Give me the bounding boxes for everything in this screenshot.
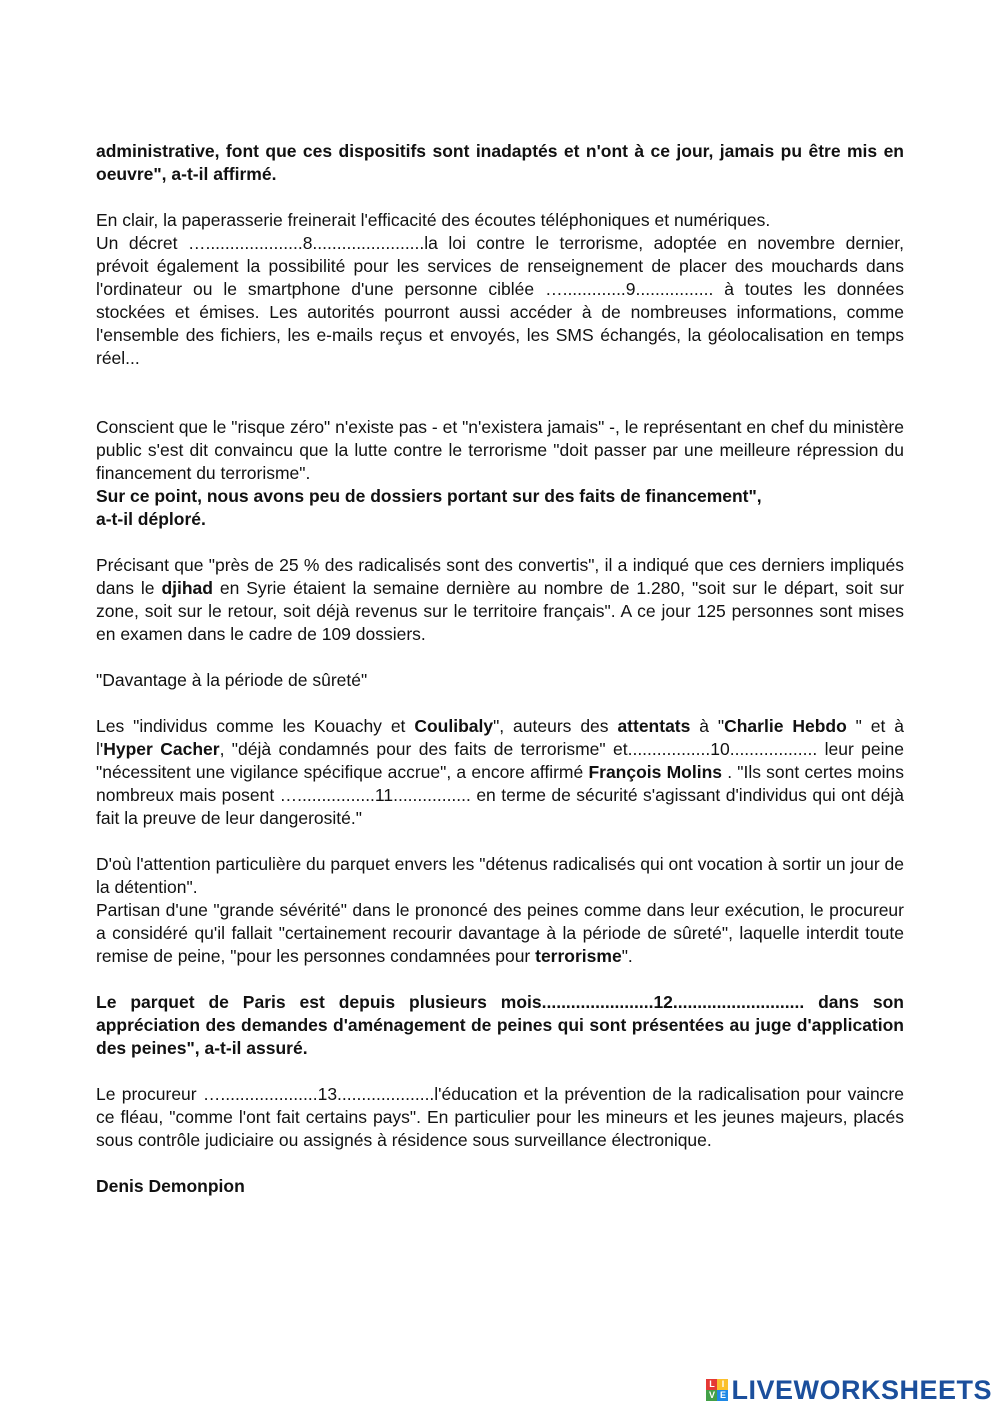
paragraph-12-blank-13: Le procureur …....................13....................l'éducation et la prévention de la radicalisation pour vaincre ce fléau, "comme l'ont fait certains pays". En particulier pour les mineurs et les jeunes majeurs, placés sous contrôle judiciaire ou assignés à résidence sous surveillance électronique. — [96, 1084, 904, 1150]
paragraph-8-text-e: à " — [690, 716, 725, 736]
hyper-cacher-term: Hyper Cacher — [103, 739, 220, 759]
liveworksheets-logo — [706, 1375, 992, 1405]
paragraph-6 — [96, 554, 904, 646]
paragraph-5-line-2: a-t-il déploré. — [96, 509, 206, 529]
paragraph-8-text-i: , "déjà condamnés pour des faits de terrorisme" et.................10.................. leur peine "nécessitent une vigilance spécifique accrue", a encore affirmé — [96, 739, 904, 782]
badge-letter-e: E — [717, 1390, 728, 1401]
badge-letter-l: L — [706, 1379, 717, 1390]
paragraph-10 — [96, 899, 904, 968]
charlie-hebdo-term: Charlie Hebdo — [724, 716, 847, 736]
liveworksheets-badge-icon — [706, 1379, 728, 1401]
terrorisme-term: terrorisme — [535, 946, 622, 966]
paragraph-3-blanks-8-9: Un décret …....................8.......................la loi contre le terrorisme, adoptée en novembre dernier, prévoit également la possibilité pour les services de renseignement de placer des mouchards dans l'ordinateur ou le smartphone d'une personne ciblée ….............9................ à toutes les données stockées et émises. Les autorités pourront aussi accéder à de nombreuses informations, comme l'ensemble des fichiers, les e-mails reçus et envoyés, les SMS échangés, la géolocalisation en temps réel... — [96, 233, 904, 368]
badge-letter-v: V — [706, 1390, 717, 1401]
paragraph-10-text-a: Partisan d'une "grande sévérité" dans le prononcé des peines comme dans leur exécution, le procureur a considéré qu'il fallait "certainement recourir davantage à la période de sûreté", laquelle interdit toute remise de peine, "pour les personnes condamnées pour — [96, 900, 904, 966]
paragraph-8-text-a: Les "individus comme les Kouachy et — [96, 716, 415, 736]
document-page — [96, 140, 904, 1198]
francois-molins-term: François Molins — [588, 762, 722, 782]
paragraph-4: Conscient que le "risque zéro" n'existe pas - et "n'existera jamais" -, le représentant en chef du ministère public s'est dit convaincu que la lutte contre le terrorisme "doit passer par une meilleure répression du financement du terrorisme". — [96, 417, 904, 483]
paragraph-2: En clair, la paperasserie freinerait l'efficacité des écoutes téléphoniques et numériques. — [96, 210, 771, 230]
paragraph-8-text-c: ", auteurs des — [493, 716, 618, 736]
paragraph-8-text-k: . "Ils sont certes moins nombreux mais posent …................11................ en terme de sécurité s'agissant d'individus qui ont déjà fait la preuve de leur dangerosité." — [96, 762, 904, 828]
attentats-term: attentats — [617, 716, 691, 736]
paragraph-5-line-1: Sur ce point, nous avons peu de dossiers portant sur des faits de financement", — [96, 486, 762, 506]
section-subtitle: "Davantage à la période de sûreté" — [96, 670, 368, 690]
paragraph-6-text-a: Précisant que "près de 25 % des radicalisés sont des convertis", il a indiqué que ces derniers impliqués dans le — [96, 555, 904, 598]
coulibaly-term: Coulibaly — [414, 716, 494, 736]
paragraph-1: administrative, font que ces dispositifs sont inadaptés et n'ont à ce jour, jamais pu être mis en oeuvre", a-t-il affirmé. — [96, 141, 904, 184]
paragraph-9: D'où l'attention particulière du parquet envers les "détenus radicalisés qui ont vocation à sortir un jour de la détention". — [96, 854, 904, 897]
paragraph-6-text-c: en Syrie étaient la semaine dernière au nombre de 1.280, "soit sur le départ, soit sur zone, soit sur le retour, soit déjà revenus sur le territoire français". A ce jour 125 personnes sont mises en examen dans le cadre de 109 dossiers. — [96, 578, 905, 644]
paragraph-11-blank-12: Le parquet de Paris est depuis plusieurs mois.......................12........................... dans son appréciation des demandes d'aménagement de peines qui sont présentées au juge d'application des peines", a-t-il assuré. — [96, 992, 904, 1058]
paragraph-8-text-g: " et à l' — [96, 716, 904, 759]
djihad-term: djihad — [161, 578, 213, 598]
paragraph-10-text-c: ". — [621, 946, 633, 966]
paragraph-8-blanks-10-11 — [96, 715, 904, 830]
author-name: Denis Demonpion — [96, 1176, 245, 1196]
badge-letter-i: I — [717, 1379, 728, 1390]
liveworksheets-wordmark: LIVEWORKSHEETS — [731, 1374, 992, 1405]
